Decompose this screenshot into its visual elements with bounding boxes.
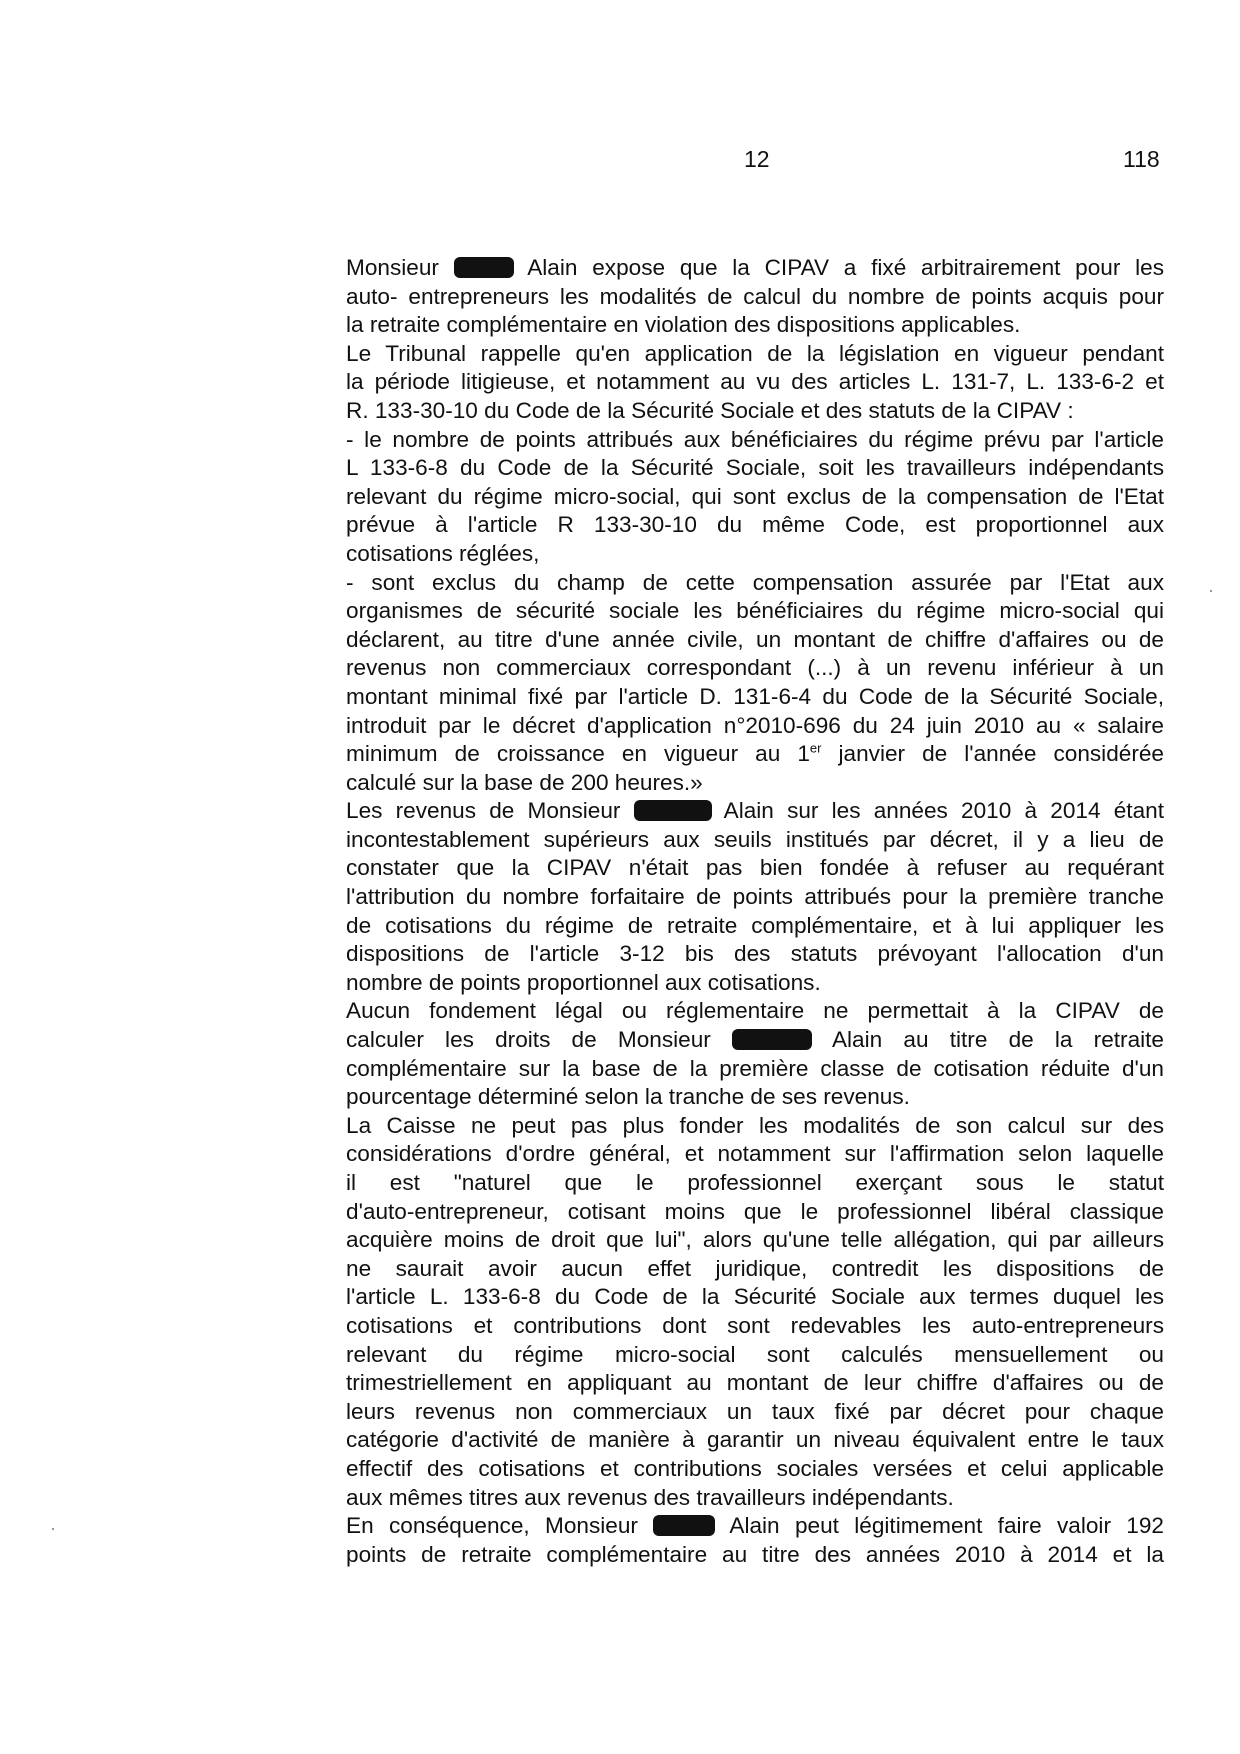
text-line: trimestriellement en appliquant au montant de leur chiffre d'affaires ou de [346, 1370, 1164, 1396]
text-line: auto- entrepreneurs les modalités de calcul du nombre de points acquis pour [346, 283, 1164, 309]
text-line: l'attribution du nombre forfaitaire de points attribués pour la première tranche [346, 884, 1164, 910]
text-line: cotisations réglées, [346, 540, 540, 566]
paragraph-1 [346, 254, 1164, 340]
text-line: Aucun fondement légal ou réglementaire ne permettait à la CIPAV de [346, 998, 1164, 1024]
scan-speck [52, 1528, 54, 1530]
text-line: minimum de croissance en vigueur au 1er janvier de l'année considérée [346, 740, 1164, 767]
text-line: cotisations et contributions dont sont redevables les auto-entrepreneurs [346, 1312, 1164, 1338]
text-line: considérations d'ordre général, et notamment sur l'affirmation selon laquelle [346, 1141, 1164, 1167]
text-line: R. 133-30-10 du Code de la Sécurité Sociale et des statuts de la CIPAV : [346, 397, 1074, 423]
paragraph-5 [346, 1112, 1164, 1512]
text-line: il est "naturel que le professionnel exerçant sous le statut [346, 1170, 1164, 1195]
text-line: Les revenus de Monsieur Alain sur les années 2010 à 2014 étant [346, 798, 1164, 824]
superscript: er [809, 740, 822, 756]
paragraph-3 [346, 797, 1164, 997]
text-line: L 133-6-8 du Code de la Sécurité Sociale, soit les travailleurs indépendants [346, 455, 1164, 481]
text-line: Monsieur Alain expose que la CIPAV a fixé arbitrairement pour les [346, 255, 1165, 280]
redaction-mark [732, 1029, 812, 1050]
text-line: relevant du régime micro-social sont calculés mensuellement ou [346, 1341, 1164, 1367]
text-line: leurs revenus non commerciaux un taux fixé par décret pour chaque [346, 1398, 1164, 1424]
text-line: Le Tribunal rappelle qu'en application de la législation en vigueur pendant [346, 340, 1164, 366]
text-line: dispositions de l'article 3-12 bis des statuts prévoyant l'allocation d'un [346, 941, 1164, 967]
text-line: points de retraite complémentaire au titre des années 2010 à 2014 et la [346, 1541, 1164, 1567]
text-line: de cotisations du régime de retraite complémentaire, et à lui appliquer les [346, 912, 1164, 938]
text-line: acquière moins de droit que lui", alors qu'une telle allégation, qui par ailleurs [346, 1227, 1164, 1253]
text-line: catégorie d'activité de manière à garantir un niveau équivalent entre le taux [346, 1427, 1164, 1453]
bullet-item-2 [346, 569, 1164, 798]
text-line: revenus non commerciaux correspondant (...) à un revenu inférieur à un [346, 655, 1164, 681]
text-line: - le nombre de points attribués aux bénéficiaires du régime prévu par l'article [346, 426, 1164, 452]
text-line: l'article L. 133-6-8 du Code de la Sécurité Sociale aux termes duquel les [346, 1284, 1164, 1310]
paragraph-2 [346, 340, 1164, 426]
text-line: introduit par le décret d'application n°2010-696 du 24 juin 2010 au « salaire [346, 712, 1164, 738]
text-line: - sont exclus du champ de cette compensation assurée par l'Etat aux [346, 569, 1164, 595]
text-line: ne saurait avoir aucun effet juridique, contredit les dispositions de [346, 1255, 1164, 1281]
paragraph-6 [346, 1512, 1164, 1569]
text-line: aux mêmes titres aux revenus des travailleurs indépendants. [346, 1484, 954, 1510]
text-line: déclarent, au titre d'une année civile, un montant de chiffre d'affaires ou de [346, 626, 1164, 652]
text-line: d'auto-entrepreneur, cotisant moins que le professionnel libéral classique [346, 1198, 1164, 1224]
text-line: la retraite complémentaire en violation des dispositions applicables. [346, 312, 1021, 338]
text-line: la période litigieuse, et notamment au vu des articles L. 131-7, L. 133-6-2 et [346, 369, 1164, 395]
document-body [346, 254, 1164, 1569]
text-line: montant minimal fixé par l'article D. 131-6-4 du Code de la Sécurité Sociale, [346, 683, 1164, 709]
text-line: incontestablement supérieurs aux seuils institués par décret, il y a lieu de [346, 826, 1164, 852]
paragraph-4 [346, 997, 1164, 1111]
page-number-center: 12 [744, 146, 770, 172]
redaction-mark [634, 800, 712, 821]
text-line: prévue à l'article R 133-30-10 du même Code, est proportionnel aux [346, 512, 1164, 538]
scan-speck [1210, 590, 1212, 592]
text-line: constater que la CIPAV n'était pas bien fondée à refuser au requérant [346, 855, 1164, 881]
text-line: organismes de sécurité sociale les bénéficiaires du régime micro-social qui [346, 598, 1164, 624]
text-line: nombre de points proportionnel aux cotisations. [346, 969, 821, 995]
text-line: relevant du régime micro-social, qui sont exclus de la compensation de l'Etat [346, 483, 1164, 509]
text-line: En conséquence, Monsieur Alain peut légitimement faire valoir 192 [346, 1513, 1165, 1539]
text-line: calculé sur la base de 200 heures.» [346, 769, 703, 795]
bullet-item-1 [346, 426, 1164, 569]
text-line: La Caisse ne peut pas plus fonder les modalités de son calcul sur des [346, 1112, 1164, 1138]
page-number-right: 118 [1123, 146, 1160, 172]
text-line: effectif des cotisations et contributions sociales versées et celui applicable [346, 1455, 1164, 1481]
redaction-mark [653, 1515, 715, 1536]
redaction-mark [454, 257, 514, 278]
text-line: calculer les droits de Monsieur Alain au titre de la retraite [346, 1027, 1164, 1053]
text-line: pourcentage déterminé selon la tranche de ses revenus. [346, 1084, 910, 1110]
text-line: complémentaire sur la base de la première classe de cotisation réduite d'un [346, 1055, 1164, 1081]
